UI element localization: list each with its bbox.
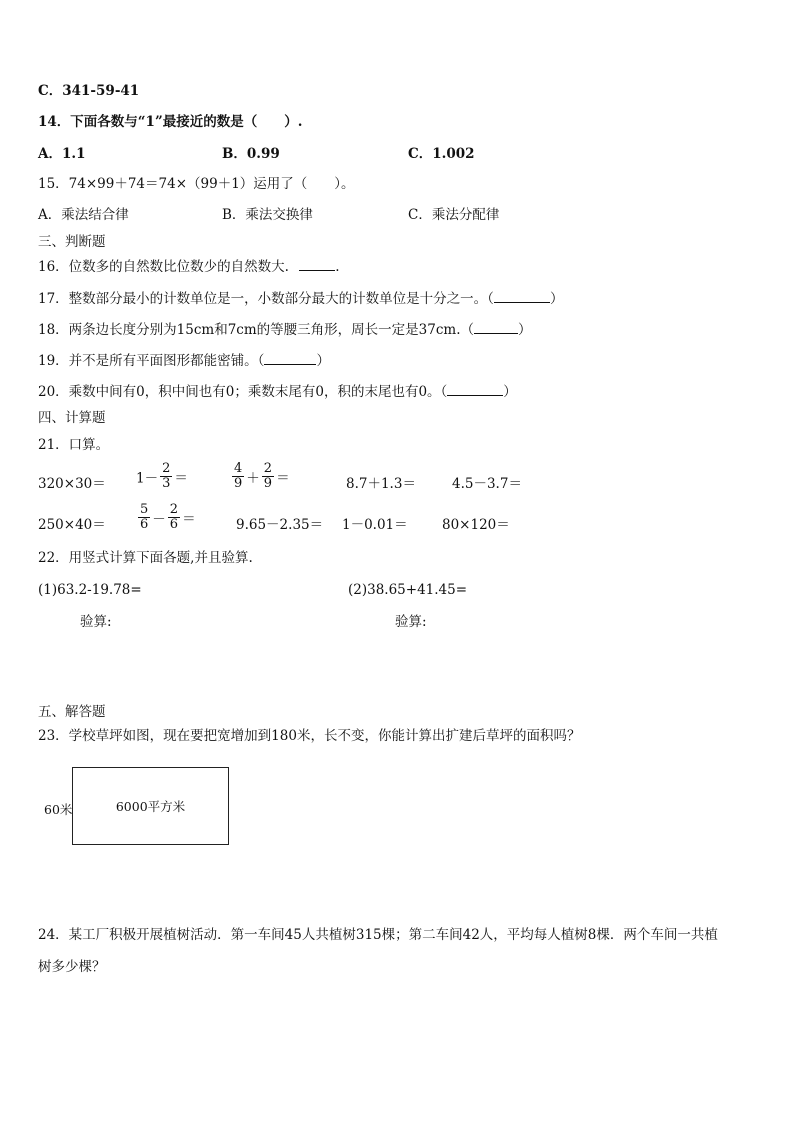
q21-r2-c2-suffix: ＝ (182, 511, 196, 528)
q14-stem: 14．下面各数与“1”最接近的数是（ ）. (38, 114, 303, 130)
q21-r1-c3 (230, 462, 290, 491)
q16-answer-blank[interactable] (299, 258, 335, 271)
q16-tail: . (335, 259, 340, 275)
q16-stem: 16．位数多的自然数比位数少的自然数大. (38, 259, 289, 275)
q17-answer-blank[interactable] (494, 290, 550, 303)
q15-option-c: C．乘法分配律 (408, 207, 500, 223)
q23-lawn-rectangle (72, 767, 229, 845)
q21-r2-c4: 1－0.01＝ (342, 517, 408, 533)
q21-r1-c3-op: ＋ (246, 470, 260, 487)
fraction-numerator: 5 (140, 502, 149, 517)
q24-stem-line1: 24．某工厂积极开展植树活动．第一车间45人共植树315棵；第二车间42人，平均每人植树8棵．两个车间一共植 (38, 927, 718, 943)
q23-figure-area-label: 6000平方米 (115, 799, 186, 814)
fraction-denominator: 3 (162, 476, 171, 491)
fraction-numerator: 2 (169, 502, 179, 517)
fraction-numerator: 4 (234, 461, 243, 476)
q21-r1-c3-fraction2 (262, 462, 274, 491)
q21-r2-c2-fraction1 (138, 503, 150, 532)
q21-r2-c2-fraction2 (168, 503, 180, 532)
q21-r2-c3: 9.65－2.35＝ (236, 517, 324, 533)
q23-stem: 23．学校草坪如图，现在要把宽增加到180米，长不变，你能计算出扩建后草坪的面积吗？ (38, 728, 581, 744)
q18-line (38, 321, 532, 339)
q14-option-c: C．1.002 (408, 146, 475, 162)
q22-stem: 22．用竖式计算下面各题,并且验算. (38, 550, 253, 566)
q17-stem: 17．整数部分最小的计数单位是一，小数部分最大的计数单位是十分之一。（ (38, 291, 494, 307)
q20-stem: 20．乘数中间有0，积中间也有0；乘数末尾有0，积的末尾也有0。（ (38, 384, 448, 400)
q19-answer-blank[interactable] (264, 352, 316, 365)
q21-stem: 21．口算。 (38, 437, 110, 453)
section-heading-judgement: 三、判断题 (38, 234, 106, 250)
q22-check2: 验算: (395, 614, 427, 630)
q22-part2: (2)38.65+41.45= (348, 582, 468, 598)
q13-option-c: C．341-59-41 (38, 83, 140, 99)
section-heading-solution: 五、解答题 (38, 704, 106, 720)
q18-answer-blank[interactable] (474, 321, 518, 334)
q21-r2-c2-op: － (152, 511, 166, 528)
q21-r1-c2-fraction (160, 462, 172, 491)
q17-line (38, 290, 563, 308)
q21-r1-c3-fraction1 (232, 462, 244, 491)
q20-answer-blank[interactable] (447, 383, 503, 396)
q21-r2-c5: 80×120＝ (442, 517, 510, 533)
q15-option-a: A．乘法结合律 (38, 207, 129, 223)
q18-stem: 18．两条边长度分别为15cm和7cm的等腰三角形，周长一定是37cm.（ (38, 322, 475, 338)
fraction-denominator: 6 (169, 517, 179, 532)
q14-option-a: A．1.1 (38, 146, 86, 162)
q20-tail: ） (503, 384, 517, 400)
q18-tail: ） (518, 322, 532, 338)
q21-r1-c3-suffix: ＝ (276, 470, 290, 487)
q24-stem-line2: 树多少棵？ (38, 959, 106, 975)
q23-figure-width-label: 60米 (44, 802, 73, 817)
fraction-numerator: 2 (263, 461, 273, 476)
q19-tail: ） (316, 353, 330, 369)
q21-r1-c2 (136, 462, 188, 491)
fraction-denominator: 9 (263, 476, 273, 491)
fraction-denominator: 6 (140, 517, 149, 532)
q22-check1: 验算: (80, 614, 112, 630)
q14-option-b: B．0.99 (222, 146, 280, 162)
fraction-numerator: 2 (162, 461, 171, 476)
q22-part1: (1)63.2-19.78= (38, 582, 142, 598)
q17-tail: ） (549, 291, 564, 307)
q21-r1-c1: 320×30＝ (38, 476, 106, 492)
q19-stem: 19．并不是所有平面图形都能密铺。（ (38, 353, 265, 369)
q21-r1-c2-suffix: ＝ (174, 470, 188, 487)
q20-line (38, 383, 517, 401)
q19-line (38, 352, 330, 370)
q21-r1-c5: 4.5－3.7＝ (452, 476, 522, 492)
q21-r1-c2-prefix: 1－ (136, 470, 159, 487)
q21-r2-c1: 250×40＝ (38, 517, 106, 533)
q15-option-b: B．乘法交换律 (222, 207, 313, 223)
q21-r2-c2 (136, 503, 196, 532)
fraction-denominator: 9 (234, 476, 243, 491)
q21-r1-c4: 8.7＋1.3＝ (346, 476, 416, 492)
q16-line (38, 258, 340, 276)
section-heading-calculation: 四、计算题 (38, 410, 106, 426)
q15-stem: 15．74×99＋74＝74×（99＋1）运用了（ ）。 (38, 176, 355, 192)
